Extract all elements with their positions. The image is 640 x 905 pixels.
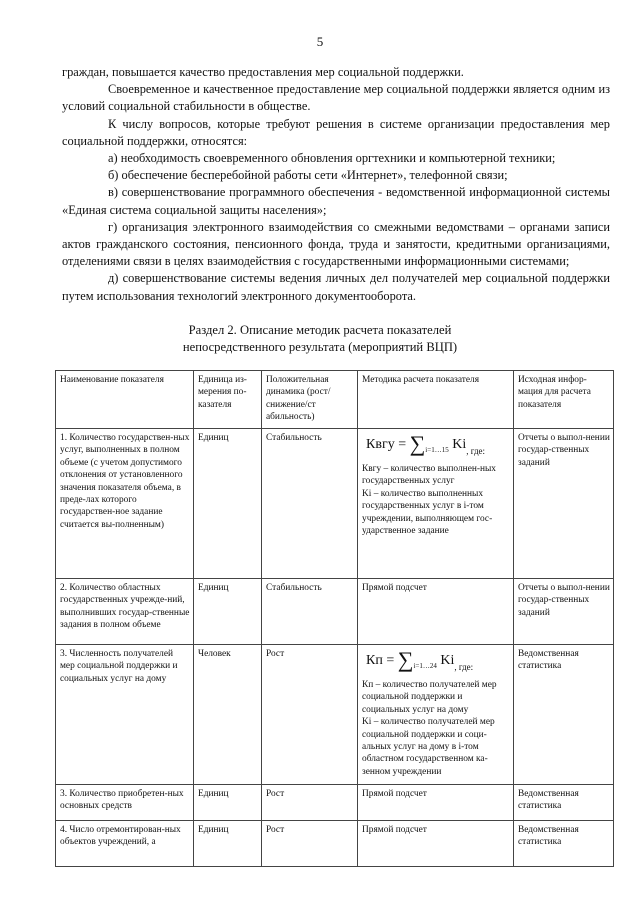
header-dynamics: Положительная динамика (рост/снижение/ст абильность) — [262, 371, 358, 429]
row-1-method-text: Квгу – количество выполнен-ных государственных услуг Ki – количество выполненных государственных услуг в i-том учреждении, выполняющем гос-ударственное задание — [362, 464, 496, 537]
body-text — [62, 64, 610, 305]
formula-term: Ki — [452, 437, 467, 452]
paragraph-issues: К числу вопросов, которые требуют решения в системе организации предоставления мер социальной поддержки, относятся: — [62, 116, 610, 148]
list-item-b: б) обеспечение бесперебойной работы сети «Интернет», телефонной связи; — [108, 168, 508, 183]
row-3-method — [358, 645, 514, 785]
row-1-method — [358, 429, 514, 579]
formula-equals: = — [398, 437, 407, 452]
formula-where: , где: — [454, 662, 474, 672]
sum-range: i=1…24 — [413, 661, 437, 670]
row-2-unit: Единиц — [194, 579, 262, 645]
paragraph-intro: граждан, повышается качество предоставления мер социальной поддержки. — [62, 65, 464, 79]
table-row — [56, 645, 614, 785]
sum-symbol: ∑ — [409, 431, 426, 456]
row-1-name: 1. Количество государствен-ных услуг, выполненных в полном объеме (с учетом допустимого отклонения от установленного значения показателя объема, в преде-лах которого государствен-ное задание считается вы-полненным) — [56, 429, 194, 579]
row-5-dynamics: Рост — [262, 821, 358, 867]
row-2-source: Отчеты о выпол-нении государ-ственных заданий — [514, 579, 614, 645]
table-row — [56, 821, 614, 867]
row-2-dynamics: Стабильность — [262, 579, 358, 645]
row-1-unit: Единиц — [194, 429, 262, 579]
list-item-a: а) необходимость своевременного обновления оргтехники и компьютерной техники; — [108, 151, 556, 166]
section-title-line-1: Раздел 2. Описание методик расчета показателей — [188, 323, 452, 337]
row-2-name: 2. Количество областных государственных учрежде-ний, выполнивших государ-ственные задания в полном объеме — [56, 579, 194, 645]
row-5-source: Ведомственная статистика — [514, 821, 614, 867]
header-source: Исходная инфор-мация для расчета показателя — [514, 371, 614, 429]
row-5-unit: Единиц — [194, 821, 262, 867]
row-3-unit: Человек — [194, 645, 262, 785]
row-5-method: Прямой подсчет — [358, 821, 514, 867]
table-row — [56, 429, 614, 579]
row-4-source: Ведомственная статистика — [514, 785, 614, 821]
formula-term: Ki — [440, 653, 455, 668]
row-4-method: Прямой подсчет — [358, 785, 514, 821]
row-4-dynamics: Рост — [262, 785, 358, 821]
formula-kvgu — [362, 432, 510, 463]
table-header-row — [56, 371, 614, 429]
row-3-method-text: Кп – количество получателей мер социальной поддержки и социальных услуг на дому Ki – количество получателей мер социальной поддержки и соци-альных услуг на дому в i-том областном государственном ка-зенном учреждении — [362, 680, 497, 777]
row-2-method: Прямой подсчет — [358, 579, 514, 645]
paragraph-stability: Своевременное и качественное предоставление мер социальной поддержки является одним из условий социальной стабильности в обществе. — [62, 82, 610, 114]
section-title-line-2: непосредственного результата (мероприятий ВЦП) — [182, 340, 458, 354]
list-item-d: д) совершенствование системы ведения личных дел получателей мер социальной поддержки путем использования технологий электронного документооборота. — [62, 271, 610, 303]
formula-lhs: Квгу — [366, 437, 395, 452]
table-row — [56, 579, 614, 645]
page-number: 5 — [316, 34, 324, 49]
header-name: Наименование показателя — [56, 371, 194, 429]
row-3-source: Ведомственная статистика — [514, 645, 614, 785]
row-5-name: 4. Число отремонтирован-ных объектов учреждений, а — [56, 821, 194, 867]
indicators-table — [55, 370, 614, 867]
list-item-g: г) организация электронного взаимодействия со смежными ведомствами – органами записи актов гражданского состояния, пенсионного фонда, труда и занятости, кредитными организациями, отделениями связи в целях взаимодействия с государственными информационными системами; — [62, 219, 610, 269]
header-unit: Единица из-мерения по-казателя — [194, 371, 262, 429]
formula-equals: = — [386, 653, 395, 668]
row-4-unit: Единиц — [194, 785, 262, 821]
row-1-dynamics: Стабильность — [262, 429, 358, 579]
row-4-name: 3. Количество приобретен-ных основных средств — [56, 785, 194, 821]
sum-symbol: ∑ — [397, 647, 414, 672]
formula-lhs: Кп — [366, 653, 383, 668]
row-3-dynamics: Рост — [262, 645, 358, 785]
section-title — [0, 322, 640, 356]
header-method: Методика расчета показателя — [358, 371, 514, 429]
table-row — [56, 785, 614, 821]
formula-kp — [362, 648, 510, 679]
formula-where: , где: — [466, 446, 486, 456]
list-item-v: в) совершенствование программного обеспечения - ведомственной информационной системы «Единая система социальной защиты населения»; — [62, 185, 610, 217]
row-3-name: 3. Численность получателей мер социальной поддержки и социальных услуг на дому — [56, 645, 194, 785]
row-1-source: Отчеты о выпол-нении государ-ственных заданий — [514, 429, 614, 579]
sum-range: i=1…15 — [425, 445, 449, 454]
